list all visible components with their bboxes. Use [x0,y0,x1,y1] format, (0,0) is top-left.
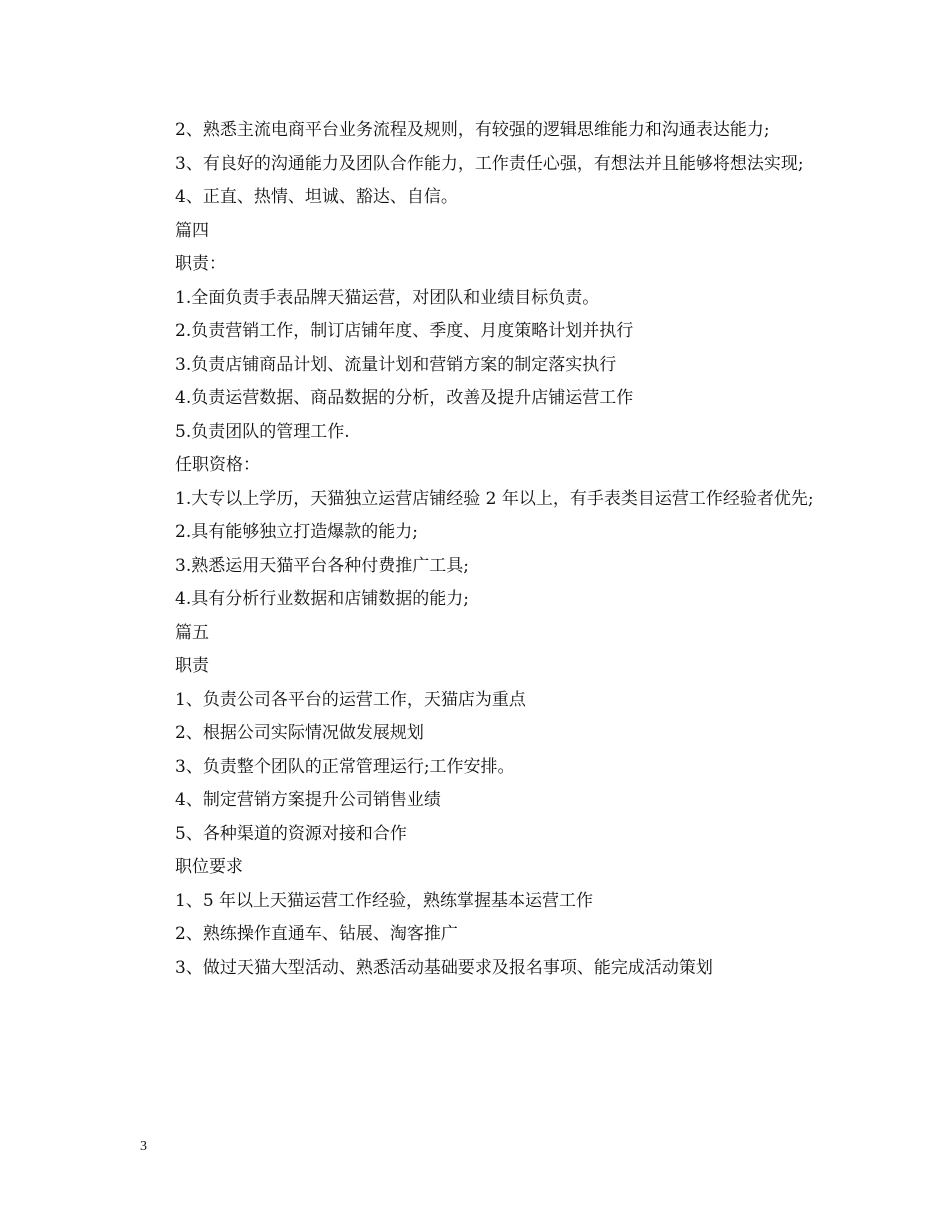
subheading: 职位要求 [175,857,243,877]
list-item: 5.负责团队的管理工作. [175,421,350,442]
subheading: 任职资格： [175,455,260,475]
list-item: 2.负责营销工作，制订店铺年度、季度、月度策略计划并执行 [175,321,634,341]
list-item: 3.熟悉运用天猫平台各种付费推广工具; [175,555,469,576]
list-item: 3.负责店铺商品计划、流量计划和营销方案的制定落实执行 [175,354,617,375]
list-item: 2、熟练操作直通车、钻展、淘客推广 [175,924,458,944]
list-item: 3、负责整个团队的正常管理运行;工作安排。 [175,756,515,777]
list-item: 2、根据公司实际情况做发展规划 [175,723,424,743]
section-heading: 篇五 [175,622,209,643]
list-item: 1.大专以上学历，天猫独立运营店铺经验 2 年以上，有手表类目运营工作经验者优先; [175,488,814,509]
list-item: 4.负责运营数据、商品数据的分析，改善及提升店铺运营工作 [175,388,634,408]
section-heading: 篇四 [175,220,209,241]
paragraph: 2、熟悉主流电商平台业务流程及规则，有较强的逻辑思维能力和沟通表达能力; [175,120,770,140]
list-item: 5、各种渠道的资源对接和合作 [175,823,407,844]
subheading: 职责： [175,254,226,274]
subheading: 职责 [175,656,209,676]
page-number: 3 [140,1139,147,1154]
list-item: 4、制定营销方案提升公司销售业绩 [175,790,441,810]
document-body [140,114,820,985]
paragraph: 3、有良好的沟通能力及团队合作能力，工作责任心强，有想法并且能够将想法实现; [175,153,804,174]
list-item: 1、负责公司各平台的运营工作，天猫店为重点 [175,689,526,710]
list-item: 3、做过天猫大型活动、熟悉活动基础要求及报名事项、能完成活动策划 [175,957,713,978]
list-item: 2.具有能够独立打造爆款的能力; [175,522,418,542]
list-item: 1、5 年以上天猫运营工作经验，熟练掌握基本运营工作 [175,890,594,911]
list-item: 1.全面负责手表品牌天猫运营，对团队和业绩目标负责。 [175,287,600,308]
list-item: 4.具有分析行业数据和店铺数据的能力; [175,589,469,609]
paragraph: 4、正直、热情、坦诚、豁达、自信。 [175,187,458,207]
